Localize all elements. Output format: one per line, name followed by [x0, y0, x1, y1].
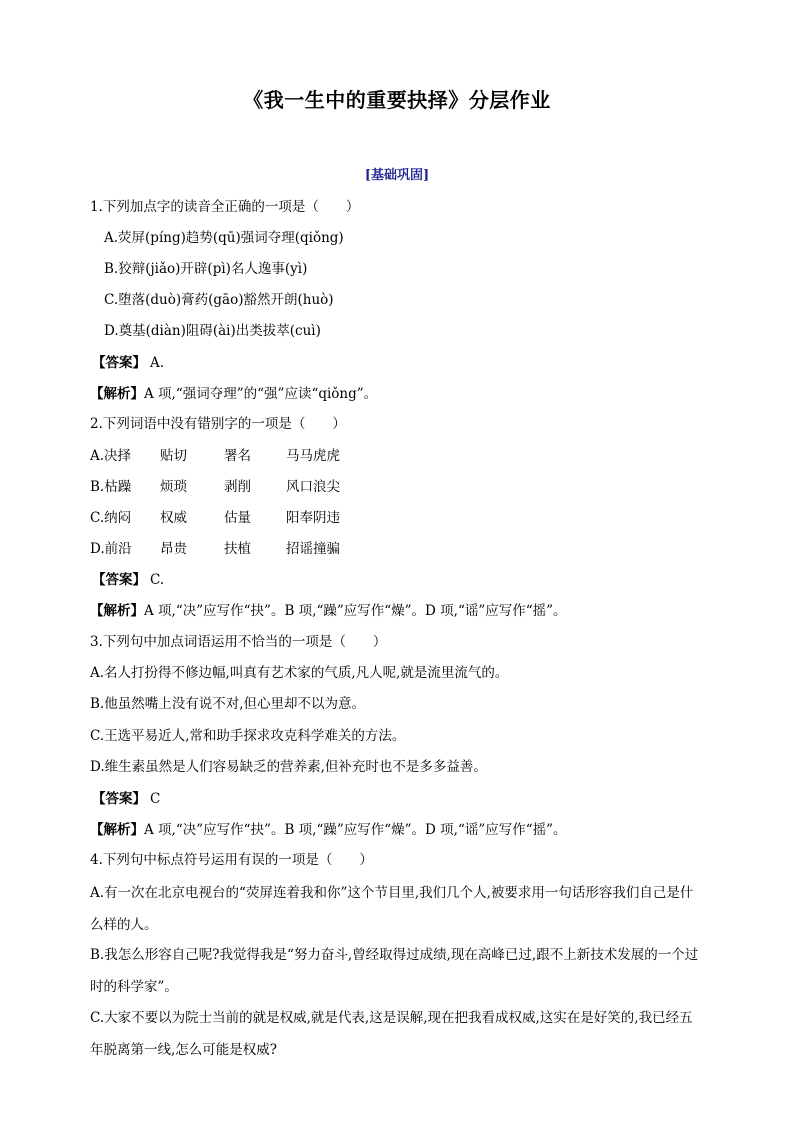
- word-cell: 烦琐: [160, 479, 187, 495]
- word-cell: 权威: [160, 510, 187, 526]
- word-cell: C.纳闷: [90, 510, 132, 526]
- question-4-option-c: C.大家不要以为院士当前的就是权威,就是代表,这是误解,现在把我看成权威,这实在是好笑的,我已经五年脱离第一线,怎么可能是权威?: [90, 1010, 693, 1058]
- analysis-label: 【解析】: [90, 386, 144, 402]
- question-3-option-b: B.他虽然嘴上没有说不对,但心里却不以为意。: [90, 696, 366, 712]
- word-cell: 署名: [224, 448, 251, 464]
- question-1-analysis: [90, 384, 377, 404]
- page-title: 《我一生中的重要抉择》分层作业: [243, 88, 551, 112]
- question-3-stem: 3.下列句中加点词语运用不恰当的一项是（ ）: [90, 634, 387, 650]
- word-cell: D.前沿: [90, 541, 132, 557]
- analysis-label: 【解析】: [90, 603, 144, 619]
- word-cell: 招谣撞骗: [286, 541, 340, 557]
- question-1-answer: [92, 353, 164, 373]
- word-cell: B.枯躁: [90, 479, 132, 495]
- question-1-option-b: B.狡辩(jiǎo)开辟(pì)名人逸事(yì): [104, 261, 308, 277]
- question-1-stem: 1.下列加点字的读音全正确的一项是（ ）: [90, 199, 360, 215]
- question-4-option-a: A.有一次在北京电视台的“荧屏连着我和你”这个节目里,我们几个人,被要求用一句话形容我们自己是什么样的人。: [90, 885, 694, 933]
- question-1-option-c: C.堕落(duò)膏药(gāo)豁然开朗(huò): [104, 292, 334, 308]
- answer-value: A.: [150, 355, 165, 371]
- word-cell: A.决择: [90, 448, 132, 464]
- analysis-text: A 项,“决”应写作“抉”。B 项,“躁”应写作“燥”。D 项,“谣”应写作“摇”。: [144, 603, 567, 619]
- question-2-stem: 2.下列词语中没有错别字的一项是（ ）: [90, 416, 346, 432]
- analysis-text: A 项,“强词夺理”的“强”应读“qiǒng”。: [144, 386, 378, 402]
- question-2-row-b: [90, 477, 340, 497]
- answer-label: 【答案】: [92, 791, 146, 807]
- question-2-answer: [92, 570, 164, 590]
- word-cell: 阳奉阴违: [286, 510, 340, 526]
- question-3-analysis: [90, 820, 567, 840]
- question-4-stem: 4.下列句中标点符号运用有误的一项是（ ）: [90, 852, 373, 868]
- answer-label: 【答案】: [92, 355, 146, 371]
- question-3-option-c: C.王选平易近人,常和助手探求攻克科学难关的方法。: [90, 728, 406, 744]
- word-cell: 马马虎虎: [286, 448, 340, 464]
- section-heading: [基础巩固]: [364, 168, 430, 183]
- question-3-option-a: A.名人打扮得不修边幅,叫真有艺术家的气质,凡人呢,就是流里流气的。: [90, 665, 509, 681]
- word-cell: 贴切: [160, 448, 187, 464]
- question-1-option-a: A.荧屏(píng)趋势(qū)强词夺理(qiǒng): [104, 230, 344, 246]
- word-cell: 估量: [224, 510, 251, 526]
- question-4-option-b: B.我怎么形容自己呢?我觉得我是“努力奋斗,曾经取得过成绩,现在高峰已过,跟不上新技术发展的一个过时的科学家”。: [90, 947, 699, 995]
- answer-value: C: [150, 791, 161, 807]
- question-2-analysis: [90, 601, 567, 621]
- question-2-row-a: [90, 446, 340, 466]
- answer-value: C.: [150, 572, 165, 588]
- word-cell: 风口浪尖: [286, 479, 340, 495]
- analysis-label: 【解析】: [90, 822, 144, 838]
- word-cell: 昂贵: [160, 541, 187, 557]
- answer-label: 【答案】: [92, 572, 146, 588]
- question-1-option-d: D.奠基(diàn)阻碍(ài)出类拔萃(cuì): [104, 323, 321, 339]
- word-cell: 扶植: [224, 541, 251, 557]
- analysis-text: A 项,“决”应写作“抉”。B 项,“躁”应写作“燥”。D 项,“谣”应写作“摇”。: [144, 822, 567, 838]
- question-2-row-d: [90, 539, 340, 559]
- question-2-row-c: [90, 508, 340, 528]
- question-3-answer: [92, 789, 160, 809]
- question-3-option-d: D.维生素虽然是人们容易缺乏的营养素,但补充时也不是多多益善。: [90, 759, 487, 775]
- word-cell: 剥削: [224, 479, 251, 495]
